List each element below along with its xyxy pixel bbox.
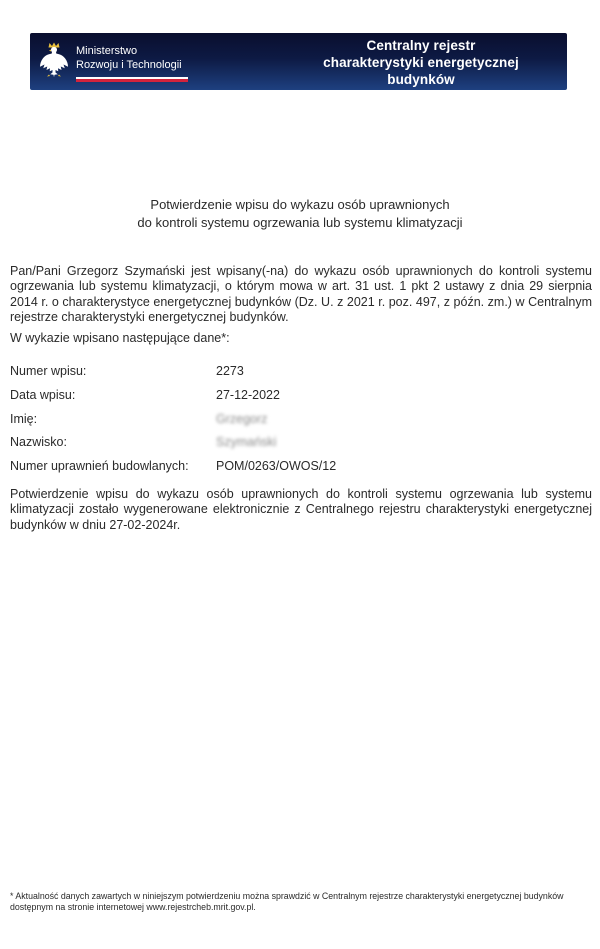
registry-title-line3: budynków [387, 72, 455, 87]
registry-title-line1: Centralny rejestr [366, 38, 476, 53]
intro-paragraph: Pan/Pani Grzegorz Szymański jest wpisany(-na) do wykazu osób uprawnionych do kontroli systemu ogrzewania lub systemu klimatyzacji, o którym mowa w art. 31 ust. 1 pkt 2 ustawy z dnia 29 sierpnia 2014 r. o charakterystyce energetycznej budynków (Dz. U. z 2021 r. poz. 497, z późn. zm.) w Centralnym rejestrze charakterystyki energetycznej budynków. [10, 264, 592, 325]
ministry-name-line1: Ministerstwo [76, 45, 138, 57]
registry-title [275, 37, 567, 88]
field-value: POM/0263/OWOS/12 [216, 459, 337, 474]
field-label: Imię: [10, 411, 38, 426]
registry-title-line2: charakterystyki energetycznej [323, 55, 519, 70]
ministry-name-line2: Rozwoju i Technologii [76, 58, 182, 71]
field-label: Numer wpisu: [10, 364, 87, 378]
closing-paragraph: Potwierdzenie wpisu do wykazu osób uprawnionych do kontroli systemu ogrzewania lub systemu klimatyzacji zostało wygenerowane elektronicznie z Centralnego rejestru charakterystyki energetycznej budynków w dniu 27-02-2024r. [10, 487, 592, 532]
field-row-imie [10, 412, 592, 436]
field-value-redacted: Grzegorz [216, 411, 268, 426]
field-label: Data wpisu: [10, 387, 76, 402]
list-intro: W wykazie wpisano następujące dane*: [10, 331, 230, 345]
field-value: 2273 [216, 364, 244, 378]
ministry-logo [39, 40, 188, 82]
ministry-name [76, 40, 188, 82]
polish-eagle-icon [39, 40, 69, 80]
document-title-line1: Potwierdzenie wpisu do wykazu osób uprawnionych [150, 197, 450, 212]
document-title-line2: do kontroli systemu ogrzewania lub systemu klimatyzacji [137, 215, 463, 230]
flag-red-stripe [76, 79, 188, 82]
footnote: * Aktualność danych zawartych w niniejszym potwierdzeniu można sprawdzić w Centralnym rejestrze charakterystyki energetycznej budynków dostępnym na stronie internetowej www.rejestrcheb.mrit.gov.pl. [10, 891, 564, 912]
field-value: 27-12-2022 [216, 387, 280, 402]
fields-table [10, 364, 592, 483]
header-bar [30, 33, 567, 90]
flag-underline [76, 77, 188, 82]
field-label: Nazwisko: [10, 435, 67, 450]
field-row-numer-uprawnien [10, 459, 592, 483]
field-row-data-wpisu [10, 388, 592, 412]
field-label: Numer uprawnień budowlanych: [10, 459, 189, 474]
document-title [0, 196, 600, 232]
field-value-redacted: Szymański [216, 435, 277, 450]
field-row-numer-wpisu [10, 364, 592, 388]
field-row-nazwisko [10, 435, 592, 459]
